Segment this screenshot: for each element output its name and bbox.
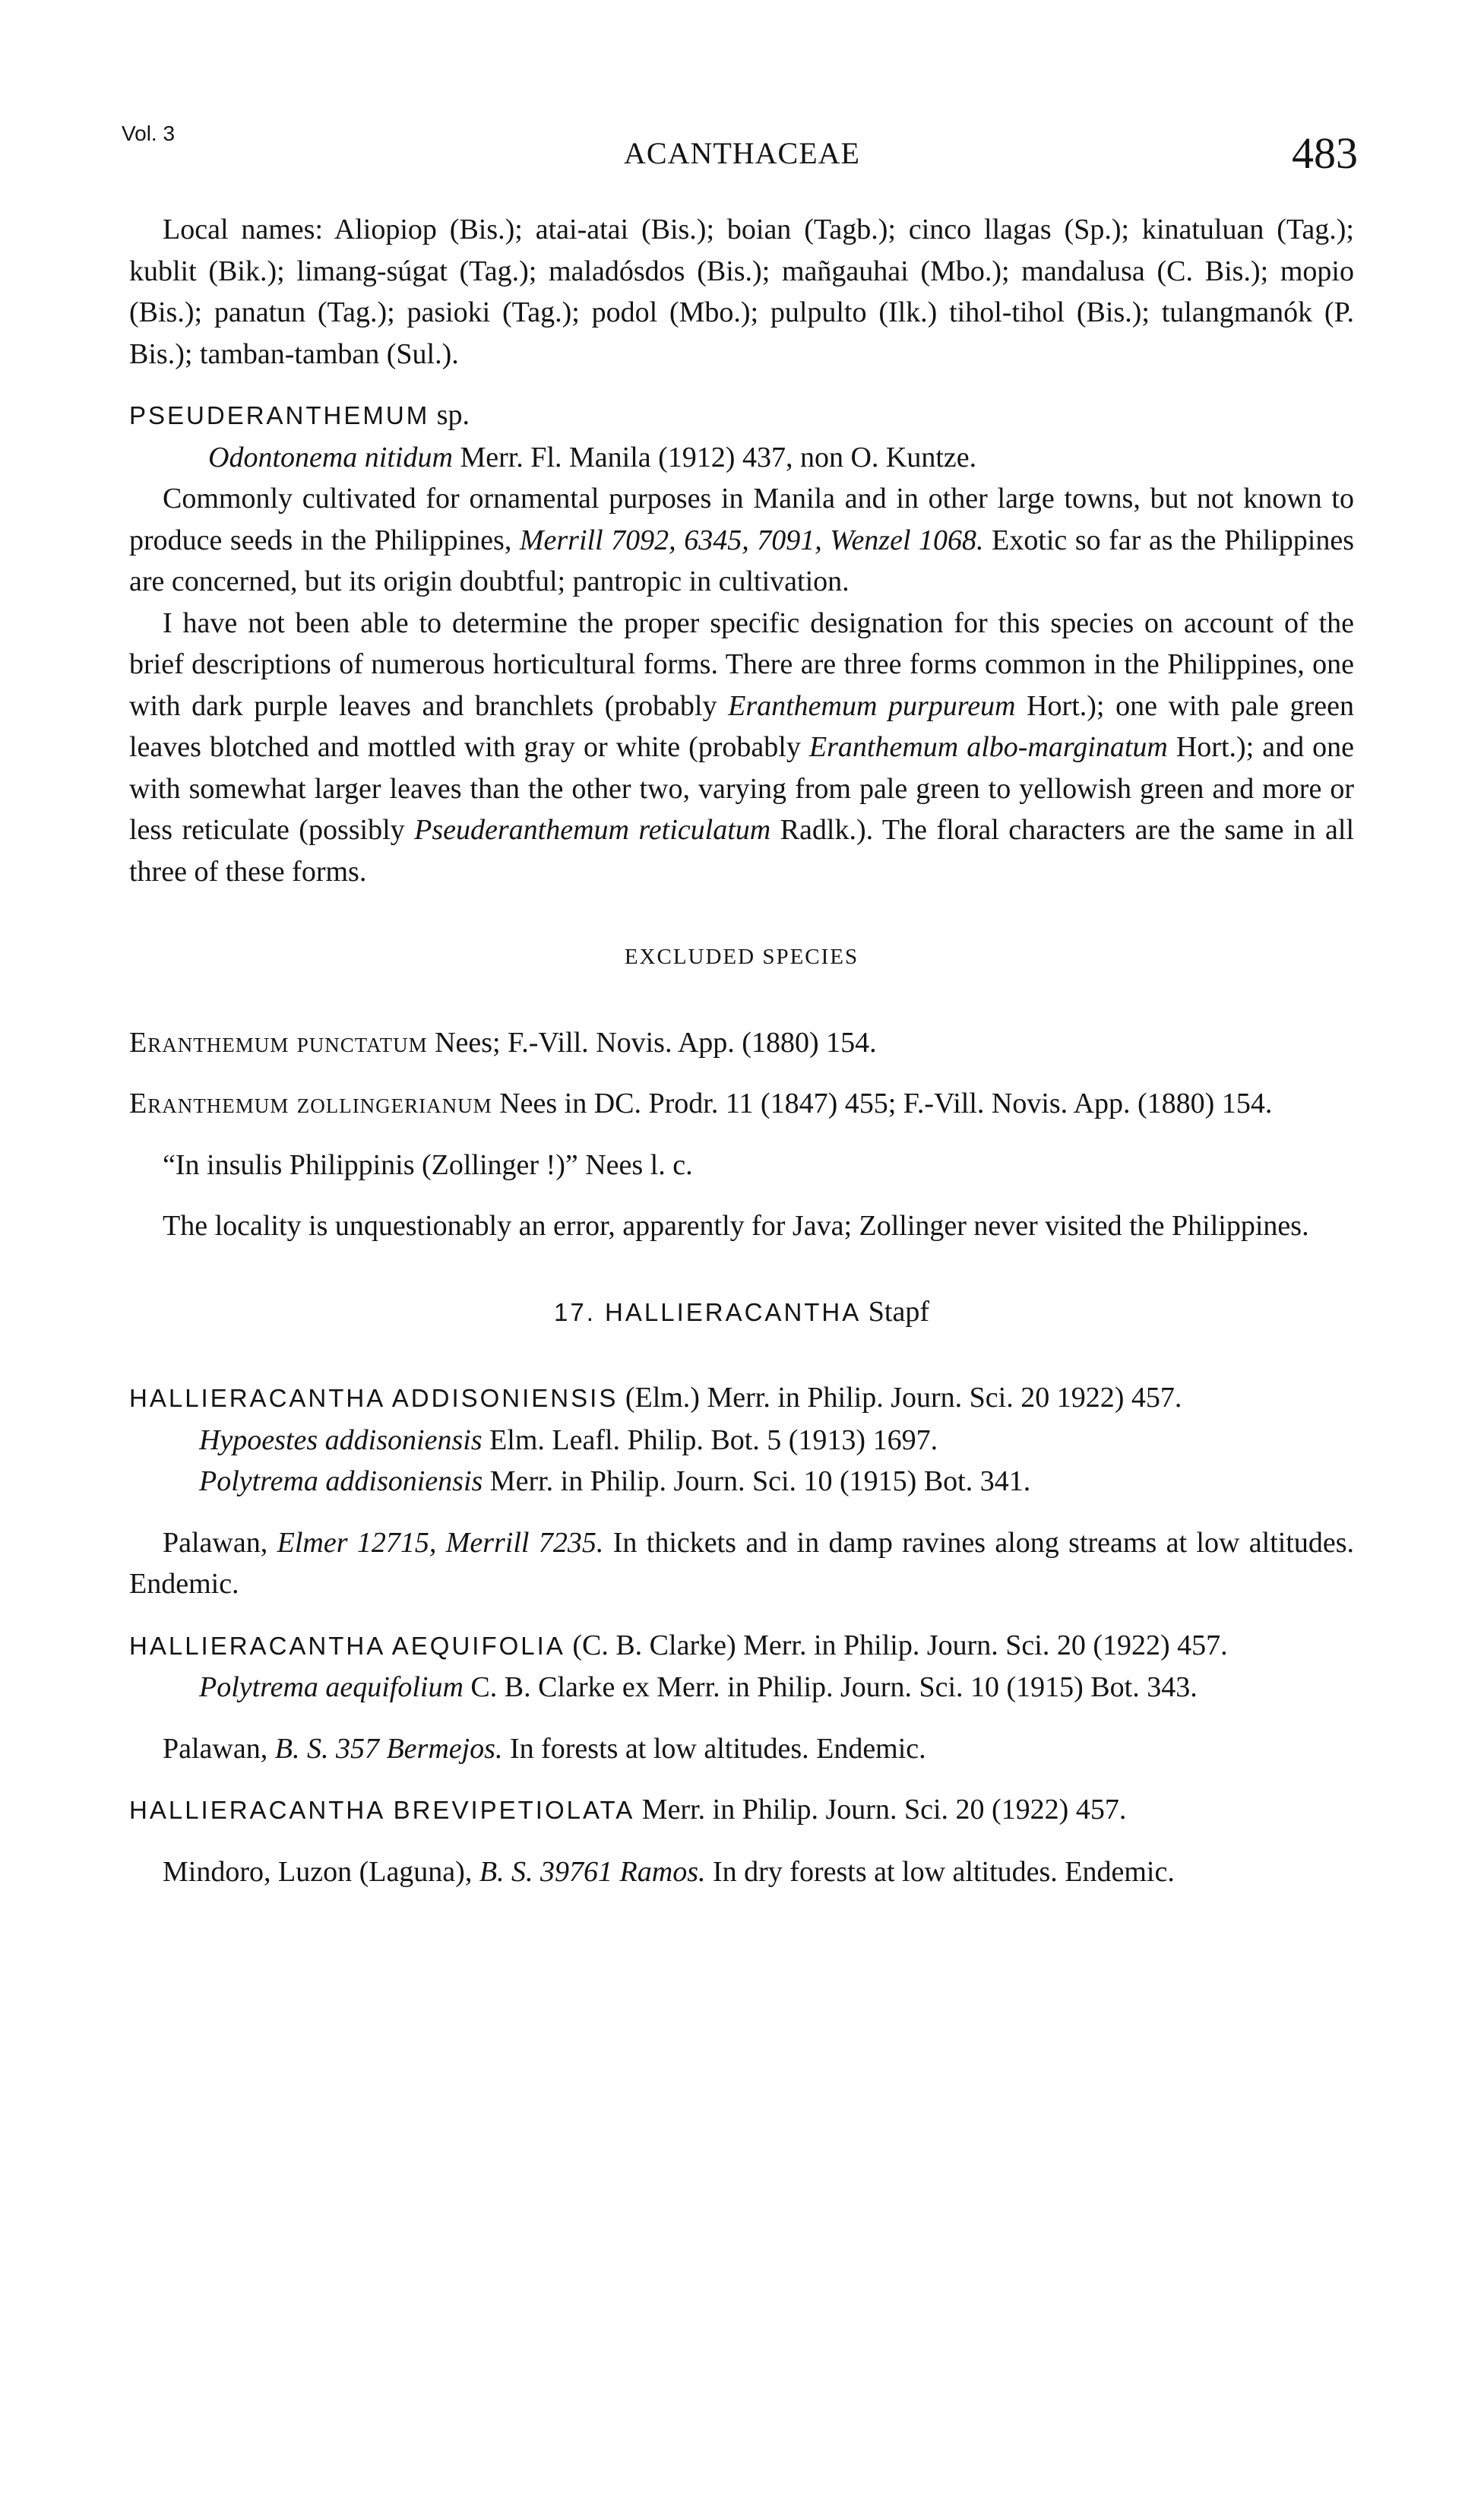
genus-17-author: Stapf bbox=[868, 1295, 929, 1328]
form-name-2: Eranthemum albo-marginatum bbox=[808, 731, 1168, 763]
species-1-synonym-1 bbox=[129, 1420, 1354, 1461]
species-1-reference: (Elm.) Merr. in Philip. Journ. Sci. 20 1922) 457. bbox=[625, 1382, 1182, 1414]
species-2-synonym-1 bbox=[129, 1667, 1354, 1708]
species-3-heading bbox=[129, 1789, 1354, 1832]
excluded-ref-2: Nees in DC. Prodr. 11 (1847) 455; F.-Vill. Novis. App. (1880) 154. bbox=[499, 1088, 1273, 1119]
species-1-synonym-2-ref: Merr. in Philip. Journ. Sci. 10 (1915) Bot. 341. bbox=[489, 1465, 1031, 1497]
species-2-locality bbox=[129, 1728, 1354, 1770]
excluded-ref-1: Nees; F.-Vill. Novis. App. (1880) 154. bbox=[435, 1026, 877, 1059]
forms-text-a: I have not been able to determine the proper specific designation for this species on account of the brief descriptions of numerous horticultural forms. There are three forms common in the Philippines, one with dark purple leaves and branchlets (probably bbox=[129, 606, 1354, 722]
species-2-reference: (C. B. Clarke) Merr. in Philip. Journ. Sci. 20 (1922) 457. bbox=[572, 1629, 1228, 1661]
excluded-entry-2 bbox=[129, 1083, 1354, 1125]
species-2-heading bbox=[129, 1625, 1354, 1667]
synonym-line bbox=[129, 437, 1354, 479]
species-1-synonym-1-ref: Elm. Leafl. Philip. Bot. 5 (1913) 1697. bbox=[489, 1423, 938, 1456]
local-names-label: Local names: bbox=[163, 214, 324, 245]
local-names-text: Aliopiop (Bis.); atai-atai (Bis.); boian (Tagb.); cinco llagas (Sp.); kinatuluan (Tag.); kublit (Bik.); limang-súgat (Tag.); maladósdos (Bis.); mañgauhai (Mbo.); mandalusa (C. Bis.); mopio (Bis.); panatun (Tag.); pasioki (Tag.); podol (Mbo.); pulpulto (Ilk.) tihol-tihol (Bis.); tulangmanók (P. Bis.); tamban-tamban (Sul.). bbox=[129, 214, 1354, 370]
synonym-name: Odontonema nitidum bbox=[208, 441, 453, 473]
species-2-synonym-1-name: Polytrema aequifolium bbox=[199, 1671, 464, 1703]
species-1-synonym-2-name: Polytrema addisoniensis bbox=[199, 1465, 483, 1497]
synonym-reference: Merr. Fl. Manila (1912) 437, non O. Kuntze. bbox=[460, 441, 977, 473]
genus-17-name: 17. HALLIERACANTHA bbox=[553, 1297, 862, 1326]
cultivation-paragraph bbox=[129, 478, 1354, 603]
species-2-name: HALLIERACANTHA AEQUIFOLIA bbox=[129, 1631, 565, 1660]
forms-text-b: Hort.); one with pale green leaves blotched and mottled with gray or white (probably bbox=[129, 689, 1354, 763]
volume-label: Vol. 3 bbox=[122, 122, 176, 145]
species-3-name: HALLIERACANTHA BREVIPETIOLATA bbox=[129, 1796, 635, 1824]
running-title: ACANTHACEAE bbox=[624, 136, 860, 170]
pseuderanthemum-heading bbox=[129, 394, 1354, 437]
excluded-species-heading: EXCLUDED SPECIES bbox=[624, 945, 859, 969]
species-1-name: HALLIERACANTHA ADDISONIENSIS bbox=[129, 1384, 619, 1412]
species-3-habitat: In dry forests at low altitudes. Endemic. bbox=[713, 1855, 1175, 1888]
form-name-1: Eranthemum purpureum bbox=[728, 689, 1016, 722]
species-2-habitat: In forests at low altitudes. Endemic. bbox=[509, 1732, 926, 1765]
excluded-quote: “In insulis Philippinis (Zollinger !)” Nees l. c. bbox=[163, 1148, 693, 1181]
species-3-reference: Merr. in Philip. Journ. Sci. 20 (1922) 457. bbox=[641, 1794, 1127, 1826]
specimen-citation: Merrill 7092, 6345, 7091, Wenzel 1068. bbox=[519, 524, 984, 556]
page-number: 483 bbox=[1292, 128, 1358, 178]
species-3-locality bbox=[129, 1851, 1354, 1893]
excluded-name-2: Eranthemum zollingerianum bbox=[129, 1088, 492, 1119]
forms-paragraph bbox=[129, 603, 1354, 893]
species-3-place: Mindoro, Luzon (Laguna), bbox=[163, 1855, 473, 1888]
species-2-synonym-1-ref: C. B. Clarke ex Merr. in Philip. Journ. Sci. 10 (1915) Bot. 343. bbox=[470, 1671, 1198, 1703]
form-name-3: Pseuderanthemum reticulatum bbox=[414, 814, 771, 846]
distribution-text: Exotic so far as the Philippines are concerned, but its origin doubtful; pantropic in cultivation. bbox=[129, 524, 1355, 597]
forms-text-c: Hort.); and one with somewhat larger leaves than the other two, varying from pale green to yellowish green and more or less reticulate (possibly bbox=[129, 731, 1355, 846]
species-1-synonym-1-name: Hypoestes addisoniensis bbox=[199, 1423, 483, 1456]
species-2-place: Palawan, bbox=[163, 1732, 268, 1765]
species-2-specimens: B. S. 357 Bermejos. bbox=[274, 1732, 503, 1765]
species-1-heading bbox=[129, 1377, 1354, 1420]
excluded-note: The locality is unquestionably an error, apparently for Java; Zollinger never visited the Philippines. bbox=[163, 1210, 1309, 1242]
cultivation-text: Commonly cultivated for ornamental purposes in Manila and in other large towns, but not known to produce seeds in the Philippines, bbox=[129, 483, 1354, 556]
local-names-paragraph bbox=[129, 209, 1354, 375]
species-1-synonym-2 bbox=[129, 1461, 1354, 1503]
genus-name: PSEUDERANTHEMUM bbox=[129, 401, 430, 429]
excluded-entry-1 bbox=[129, 1022, 1354, 1064]
genus-17-heading bbox=[129, 1291, 1354, 1334]
species-1-locality bbox=[129, 1522, 1354, 1605]
forms-text-d: Radlk.). The floral characters are the same in all three of these forms. bbox=[129, 814, 1355, 888]
species-1-place: Palawan, bbox=[163, 1526, 268, 1559]
species-3-specimens: B. S. 39761 Ramos. bbox=[479, 1855, 706, 1888]
excluded-name-1: Eranthemum punctatum bbox=[129, 1026, 428, 1059]
page-body bbox=[129, 209, 1354, 1892]
genus-suffix: sp. bbox=[436, 399, 470, 431]
species-1-specimens: Elmer 12715, Merrill 7235. bbox=[277, 1526, 604, 1559]
species-1-habitat: In thickets and in damp ravines along streams at low altitudes. Endemic. bbox=[129, 1526, 1355, 1600]
